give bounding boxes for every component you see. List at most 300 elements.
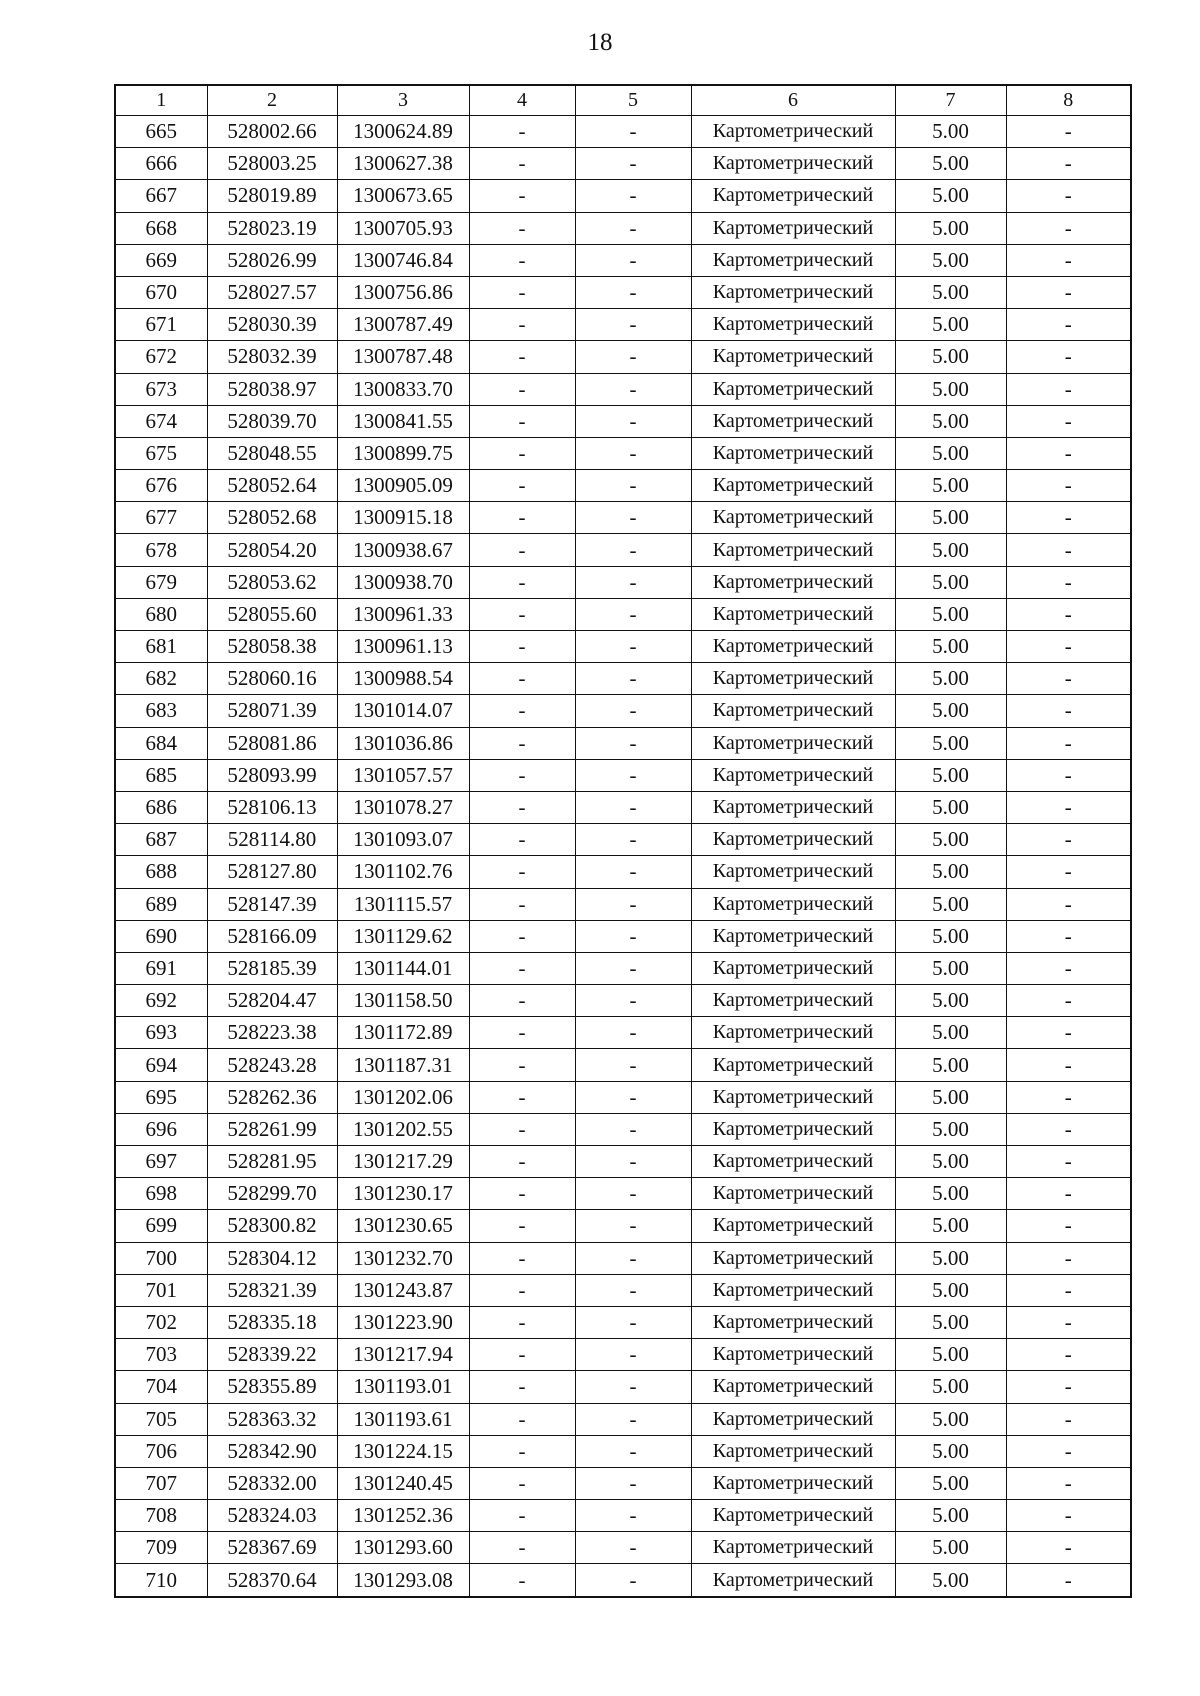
- col-8-value-cell: -: [1006, 1371, 1131, 1403]
- col-4-value-cell: -: [469, 663, 575, 695]
- table-row: [115, 244, 1131, 276]
- point-number-cell: 687: [115, 824, 207, 856]
- col-4-value-cell: -: [469, 566, 575, 598]
- point-number-cell: 708: [115, 1500, 207, 1532]
- accuracy-cell: 5.00: [895, 1564, 1006, 1597]
- col-5-value-cell: -: [575, 1371, 691, 1403]
- accuracy-cell: 5.00: [895, 1371, 1006, 1403]
- col-4-value-cell: -: [469, 341, 575, 373]
- accuracy-cell: 5.00: [895, 727, 1006, 759]
- table-row: [115, 1339, 1131, 1371]
- point-number-cell: 670: [115, 276, 207, 308]
- method-cell: Картометрический: [691, 1564, 895, 1597]
- x-coordinate-cell: 528304.12: [207, 1242, 337, 1274]
- col-5-value-cell: -: [575, 341, 691, 373]
- x-coordinate-cell: 528262.36: [207, 1081, 337, 1113]
- point-number-cell: 691: [115, 952, 207, 984]
- method-cell: Картометрический: [691, 1210, 895, 1242]
- col-8-value-cell: -: [1006, 566, 1131, 598]
- accuracy-cell: 5.00: [895, 759, 1006, 791]
- method-cell: Картометрический: [691, 212, 895, 244]
- y-coordinate-cell: 1301158.50: [337, 985, 469, 1017]
- col-8-value-cell: -: [1006, 952, 1131, 984]
- x-coordinate-cell: 528332.00: [207, 1467, 337, 1499]
- accuracy-cell: 5.00: [895, 824, 1006, 856]
- point-number-cell: 665: [115, 116, 207, 148]
- col-5-value-cell: -: [575, 180, 691, 212]
- method-cell: Картометрический: [691, 1339, 895, 1371]
- x-coordinate-cell: 528300.82: [207, 1210, 337, 1242]
- method-cell: Картометрический: [691, 405, 895, 437]
- col-5-value-cell: -: [575, 856, 691, 888]
- y-coordinate-cell: 1300961.33: [337, 598, 469, 630]
- table-row: [115, 373, 1131, 405]
- point-number-cell: 677: [115, 502, 207, 534]
- method-cell: Картометрический: [691, 373, 895, 405]
- x-coordinate-cell: 528223.38: [207, 1017, 337, 1049]
- x-coordinate-cell: 528355.89: [207, 1371, 337, 1403]
- table-row: [115, 1500, 1131, 1532]
- accuracy-cell: 5.00: [895, 1274, 1006, 1306]
- accuracy-cell: 5.00: [895, 373, 1006, 405]
- x-coordinate-cell: 528166.09: [207, 920, 337, 952]
- accuracy-cell: 5.00: [895, 566, 1006, 598]
- col-8-value-cell: -: [1006, 212, 1131, 244]
- col-4-value-cell: -: [469, 1435, 575, 1467]
- col-8-value-cell: -: [1006, 244, 1131, 276]
- y-coordinate-cell: 1301202.06: [337, 1081, 469, 1113]
- table-row: [115, 405, 1131, 437]
- col-8-value-cell: -: [1006, 534, 1131, 566]
- col-5-value-cell: -: [575, 920, 691, 952]
- col-8-value-cell: -: [1006, 824, 1131, 856]
- method-cell: Картометрический: [691, 1306, 895, 1338]
- accuracy-cell: 5.00: [895, 502, 1006, 534]
- point-number-cell: 678: [115, 534, 207, 566]
- x-coordinate-cell: 528055.60: [207, 598, 337, 630]
- method-cell: Картометрический: [691, 341, 895, 373]
- point-number-cell: 674: [115, 405, 207, 437]
- col-4-value-cell: -: [469, 824, 575, 856]
- point-number-cell: 666: [115, 148, 207, 180]
- method-cell: Картометрический: [691, 534, 895, 566]
- col-5-value-cell: -: [575, 598, 691, 630]
- col-5-value-cell: -: [575, 1178, 691, 1210]
- col-8-value-cell: -: [1006, 1242, 1131, 1274]
- col-8-value-cell: -: [1006, 309, 1131, 341]
- table-row: [115, 791, 1131, 823]
- table-row: [115, 148, 1131, 180]
- y-coordinate-cell: 1301129.62: [337, 920, 469, 952]
- table-header-row: [115, 85, 1131, 116]
- table-row: [115, 1081, 1131, 1113]
- y-coordinate-cell: 1301172.89: [337, 1017, 469, 1049]
- col-8-value-cell: -: [1006, 470, 1131, 502]
- accuracy-cell: 5.00: [895, 952, 1006, 984]
- accuracy-cell: 5.00: [895, 1403, 1006, 1435]
- y-coordinate-cell: 1301144.01: [337, 952, 469, 984]
- col-8-value-cell: -: [1006, 180, 1131, 212]
- accuracy-cell: 5.00: [895, 405, 1006, 437]
- y-coordinate-cell: 1301078.27: [337, 791, 469, 823]
- accuracy-cell: 5.00: [895, 1500, 1006, 1532]
- method-cell: Картометрический: [691, 1113, 895, 1145]
- method-cell: Картометрический: [691, 1467, 895, 1499]
- col-5-value-cell: -: [575, 1435, 691, 1467]
- x-coordinate-cell: 528299.70: [207, 1178, 337, 1210]
- col-8-value-cell: -: [1006, 631, 1131, 663]
- x-coordinate-cell: 528081.86: [207, 727, 337, 759]
- method-cell: Картометрический: [691, 985, 895, 1017]
- method-cell: Картометрический: [691, 1049, 895, 1081]
- col-5-value-cell: -: [575, 470, 691, 502]
- x-coordinate-cell: 528026.99: [207, 244, 337, 276]
- y-coordinate-cell: 1300988.54: [337, 663, 469, 695]
- accuracy-cell: 5.00: [895, 1146, 1006, 1178]
- accuracy-cell: 5.00: [895, 663, 1006, 695]
- y-coordinate-cell: 1301014.07: [337, 695, 469, 727]
- x-coordinate-cell: 528204.47: [207, 985, 337, 1017]
- method-cell: Картометрический: [691, 1178, 895, 1210]
- table-row: [115, 1306, 1131, 1338]
- col-5-value-cell: -: [575, 1274, 691, 1306]
- method-cell: Картометрический: [691, 856, 895, 888]
- method-cell: Картометрический: [691, 470, 895, 502]
- x-coordinate-cell: 528281.95: [207, 1146, 337, 1178]
- y-coordinate-cell: 1300787.49: [337, 309, 469, 341]
- point-number-cell: 686: [115, 791, 207, 823]
- y-coordinate-cell: 1300756.86: [337, 276, 469, 308]
- col-4-value-cell: -: [469, 534, 575, 566]
- x-coordinate-cell: 528127.80: [207, 856, 337, 888]
- col-5-value-cell: -: [575, 148, 691, 180]
- y-coordinate-cell: 1300705.93: [337, 212, 469, 244]
- accuracy-cell: 5.00: [895, 1242, 1006, 1274]
- col-5-value-cell: -: [575, 244, 691, 276]
- table-row: [115, 1146, 1131, 1178]
- y-coordinate-cell: 1301240.45: [337, 1467, 469, 1499]
- table-row: [115, 631, 1131, 663]
- table-row: [115, 212, 1131, 244]
- col-4-value-cell: -: [469, 116, 575, 148]
- col-4-value-cell: -: [469, 148, 575, 180]
- y-coordinate-cell: 1300841.55: [337, 405, 469, 437]
- col-4-value-cell: -: [469, 1146, 575, 1178]
- col-4-value-cell: -: [469, 1242, 575, 1274]
- x-coordinate-cell: 528370.64: [207, 1564, 337, 1597]
- col-8-value-cell: -: [1006, 1564, 1131, 1597]
- y-coordinate-cell: 1301102.76: [337, 856, 469, 888]
- accuracy-cell: 5.00: [895, 1049, 1006, 1081]
- col-4-value-cell: -: [469, 276, 575, 308]
- point-number-cell: 699: [115, 1210, 207, 1242]
- x-coordinate-cell: 528053.62: [207, 566, 337, 598]
- col-5-value-cell: -: [575, 759, 691, 791]
- table-row: [115, 1435, 1131, 1467]
- col-4-value-cell: -: [469, 856, 575, 888]
- method-cell: Картометрический: [691, 276, 895, 308]
- col-8-value-cell: -: [1006, 1113, 1131, 1145]
- accuracy-cell: 5.00: [895, 920, 1006, 952]
- method-cell: Картометрический: [691, 952, 895, 984]
- x-coordinate-cell: 528367.69: [207, 1532, 337, 1564]
- col-4-value-cell: -: [469, 502, 575, 534]
- method-cell: Картометрический: [691, 695, 895, 727]
- y-coordinate-cell: 1300787.48: [337, 341, 469, 373]
- table-body: [115, 116, 1131, 1597]
- col-5-value-cell: -: [575, 791, 691, 823]
- method-cell: Картометрический: [691, 180, 895, 212]
- x-coordinate-cell: 528261.99: [207, 1113, 337, 1145]
- table-row: [115, 309, 1131, 341]
- col-4-value-cell: -: [469, 1274, 575, 1306]
- col-5-value-cell: -: [575, 373, 691, 405]
- col-4-value-cell: -: [469, 1564, 575, 1597]
- x-coordinate-cell: 528093.99: [207, 759, 337, 791]
- col-8-value-cell: -: [1006, 1339, 1131, 1371]
- point-number-cell: 697: [115, 1146, 207, 1178]
- col-8-value-cell: -: [1006, 373, 1131, 405]
- method-cell: Картометрический: [691, 598, 895, 630]
- x-coordinate-cell: 528106.13: [207, 791, 337, 823]
- col-5-value-cell: -: [575, 116, 691, 148]
- point-number-cell: 688: [115, 856, 207, 888]
- x-coordinate-cell: 528054.20: [207, 534, 337, 566]
- accuracy-cell: 5.00: [895, 1532, 1006, 1564]
- y-coordinate-cell: 1301217.29: [337, 1146, 469, 1178]
- col-5-value-cell: -: [575, 502, 691, 534]
- accuracy-cell: 5.00: [895, 598, 1006, 630]
- method-cell: Картометрический: [691, 1532, 895, 1564]
- y-coordinate-cell: 1300746.84: [337, 244, 469, 276]
- table-row: [115, 341, 1131, 373]
- point-number-cell: 701: [115, 1274, 207, 1306]
- point-number-cell: 681: [115, 631, 207, 663]
- table-row: [115, 534, 1131, 566]
- accuracy-cell: 5.00: [895, 1178, 1006, 1210]
- column-header: 8: [1006, 85, 1131, 116]
- point-number-cell: 709: [115, 1532, 207, 1564]
- table-row: [115, 1274, 1131, 1306]
- x-coordinate-cell: 528038.97: [207, 373, 337, 405]
- table-row: [115, 920, 1131, 952]
- method-cell: Картометрический: [691, 1435, 895, 1467]
- method-cell: Картометрический: [691, 116, 895, 148]
- col-5-value-cell: -: [575, 824, 691, 856]
- accuracy-cell: 5.00: [895, 1339, 1006, 1371]
- y-coordinate-cell: 1300915.18: [337, 502, 469, 534]
- x-coordinate-cell: 528339.22: [207, 1339, 337, 1371]
- method-cell: Картометрический: [691, 663, 895, 695]
- col-8-value-cell: -: [1006, 985, 1131, 1017]
- column-header: 6: [691, 85, 895, 116]
- col-8-value-cell: -: [1006, 1274, 1131, 1306]
- col-5-value-cell: -: [575, 1113, 691, 1145]
- point-number-cell: 676: [115, 470, 207, 502]
- table-row: [115, 1371, 1131, 1403]
- x-coordinate-cell: 528030.39: [207, 309, 337, 341]
- col-4-value-cell: -: [469, 470, 575, 502]
- col-5-value-cell: -: [575, 1242, 691, 1274]
- point-number-cell: 705: [115, 1403, 207, 1435]
- column-header: 5: [575, 85, 691, 116]
- col-4-value-cell: -: [469, 1081, 575, 1113]
- point-number-cell: 692: [115, 985, 207, 1017]
- x-coordinate-cell: 528032.39: [207, 341, 337, 373]
- col-5-value-cell: -: [575, 566, 691, 598]
- col-5-value-cell: -: [575, 631, 691, 663]
- col-4-value-cell: -: [469, 695, 575, 727]
- col-5-value-cell: -: [575, 437, 691, 469]
- table-row: [115, 502, 1131, 534]
- col-4-value-cell: -: [469, 1113, 575, 1145]
- method-cell: Картометрический: [691, 309, 895, 341]
- table-row: [115, 1403, 1131, 1435]
- y-coordinate-cell: 1300938.70: [337, 566, 469, 598]
- y-coordinate-cell: 1300961.13: [337, 631, 469, 663]
- col-4-value-cell: -: [469, 727, 575, 759]
- point-number-cell: 702: [115, 1306, 207, 1338]
- table-row: [115, 1210, 1131, 1242]
- method-cell: Картометрический: [691, 888, 895, 920]
- table-row: [115, 180, 1131, 212]
- col-5-value-cell: -: [575, 952, 691, 984]
- point-number-cell: 667: [115, 180, 207, 212]
- method-cell: Картометрический: [691, 1146, 895, 1178]
- x-coordinate-cell: 528023.19: [207, 212, 337, 244]
- col-8-value-cell: -: [1006, 276, 1131, 308]
- column-header: 4: [469, 85, 575, 116]
- table-row: [115, 598, 1131, 630]
- col-5-value-cell: -: [575, 1339, 691, 1371]
- point-number-cell: 698: [115, 1178, 207, 1210]
- col-4-value-cell: -: [469, 1049, 575, 1081]
- col-5-value-cell: -: [575, 1532, 691, 1564]
- col-4-value-cell: -: [469, 405, 575, 437]
- col-4-value-cell: -: [469, 598, 575, 630]
- col-4-value-cell: -: [469, 759, 575, 791]
- method-cell: Картометрический: [691, 244, 895, 276]
- x-coordinate-cell: 528039.70: [207, 405, 337, 437]
- method-cell: Картометрический: [691, 1242, 895, 1274]
- col-8-value-cell: -: [1006, 502, 1131, 534]
- point-number-cell: 679: [115, 566, 207, 598]
- y-coordinate-cell: 1301057.57: [337, 759, 469, 791]
- table-row: [115, 566, 1131, 598]
- col-8-value-cell: -: [1006, 1210, 1131, 1242]
- col-8-value-cell: -: [1006, 663, 1131, 695]
- accuracy-cell: 5.00: [895, 695, 1006, 727]
- method-cell: Картометрический: [691, 1274, 895, 1306]
- col-8-value-cell: -: [1006, 920, 1131, 952]
- table-row: [115, 856, 1131, 888]
- table-row: [115, 1532, 1131, 1564]
- point-number-cell: 694: [115, 1049, 207, 1081]
- col-5-value-cell: -: [575, 405, 691, 437]
- col-8-value-cell: -: [1006, 888, 1131, 920]
- y-coordinate-cell: 1300627.38: [337, 148, 469, 180]
- col-8-value-cell: -: [1006, 759, 1131, 791]
- table-row: [115, 888, 1131, 920]
- table-row: [115, 824, 1131, 856]
- method-cell: Картометрический: [691, 791, 895, 823]
- method-cell: Картометрический: [691, 920, 895, 952]
- x-coordinate-cell: 528052.68: [207, 502, 337, 534]
- point-number-cell: 684: [115, 727, 207, 759]
- point-number-cell: 710: [115, 1564, 207, 1597]
- accuracy-cell: 5.00: [895, 1017, 1006, 1049]
- col-4-value-cell: -: [469, 244, 575, 276]
- point-number-cell: 689: [115, 888, 207, 920]
- col-5-value-cell: -: [575, 1210, 691, 1242]
- table-row: [115, 759, 1131, 791]
- point-number-cell: 673: [115, 373, 207, 405]
- col-4-value-cell: -: [469, 952, 575, 984]
- accuracy-cell: 5.00: [895, 470, 1006, 502]
- accuracy-cell: 5.00: [895, 1210, 1006, 1242]
- x-coordinate-cell: 528147.39: [207, 888, 337, 920]
- table-row: [115, 1178, 1131, 1210]
- col-4-value-cell: -: [469, 1467, 575, 1499]
- point-number-cell: 695: [115, 1081, 207, 1113]
- y-coordinate-cell: 1301193.61: [337, 1403, 469, 1435]
- col-5-value-cell: -: [575, 1403, 691, 1435]
- accuracy-cell: 5.00: [895, 180, 1006, 212]
- col-4-value-cell: -: [469, 631, 575, 663]
- col-4-value-cell: -: [469, 1306, 575, 1338]
- y-coordinate-cell: 1301230.17: [337, 1178, 469, 1210]
- point-number-cell: 703: [115, 1339, 207, 1371]
- table-row: [115, 1113, 1131, 1145]
- column-header: 2: [207, 85, 337, 116]
- table-row: [115, 1467, 1131, 1499]
- y-coordinate-cell: 1300899.75: [337, 437, 469, 469]
- col-8-value-cell: -: [1006, 116, 1131, 148]
- column-header: 3: [337, 85, 469, 116]
- col-8-value-cell: -: [1006, 1081, 1131, 1113]
- col-8-value-cell: -: [1006, 1532, 1131, 1564]
- col-5-value-cell: -: [575, 309, 691, 341]
- col-8-value-cell: -: [1006, 1017, 1131, 1049]
- col-8-value-cell: -: [1006, 856, 1131, 888]
- method-cell: Картометрический: [691, 566, 895, 598]
- y-coordinate-cell: 1301202.55: [337, 1113, 469, 1145]
- y-coordinate-cell: 1300905.09: [337, 470, 469, 502]
- x-coordinate-cell: 528060.16: [207, 663, 337, 695]
- col-5-value-cell: -: [575, 534, 691, 566]
- method-cell: Картометрический: [691, 148, 895, 180]
- accuracy-cell: 5.00: [895, 309, 1006, 341]
- y-coordinate-cell: 1301217.94: [337, 1339, 469, 1371]
- accuracy-cell: 5.00: [895, 1435, 1006, 1467]
- column-header: 7: [895, 85, 1006, 116]
- col-5-value-cell: -: [575, 1564, 691, 1597]
- col-8-value-cell: -: [1006, 341, 1131, 373]
- accuracy-cell: 5.00: [895, 276, 1006, 308]
- accuracy-cell: 5.00: [895, 791, 1006, 823]
- col-8-value-cell: -: [1006, 148, 1131, 180]
- point-number-cell: 668: [115, 212, 207, 244]
- y-coordinate-cell: 1300624.89: [337, 116, 469, 148]
- table-row: [115, 1049, 1131, 1081]
- table-row: [115, 1564, 1131, 1597]
- method-cell: Картометрический: [691, 727, 895, 759]
- col-4-value-cell: -: [469, 1017, 575, 1049]
- y-coordinate-cell: 1301193.01: [337, 1371, 469, 1403]
- col-4-value-cell: -: [469, 1403, 575, 1435]
- col-8-value-cell: -: [1006, 695, 1131, 727]
- method-cell: Картометрический: [691, 1371, 895, 1403]
